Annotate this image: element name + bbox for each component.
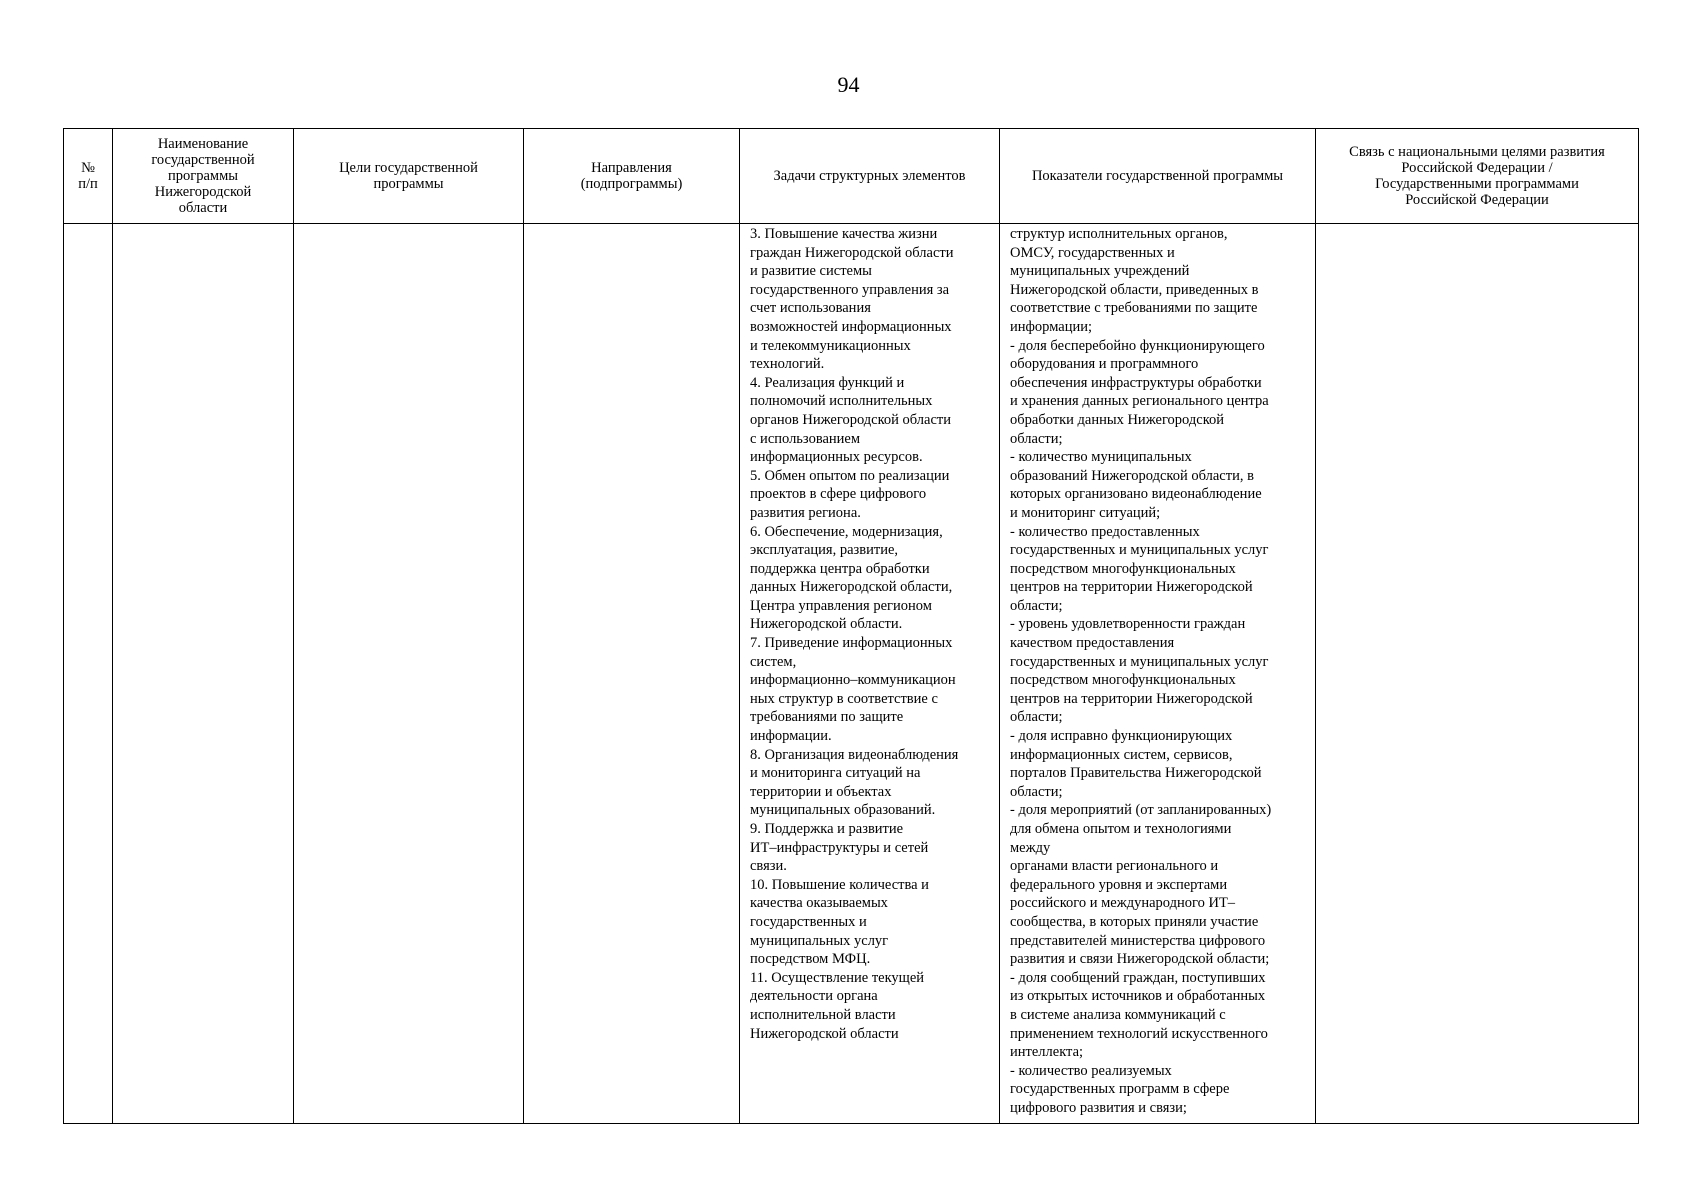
text-line: с использованием	[750, 430, 861, 447]
text-line: между	[1010, 839, 1051, 856]
text-line: 4. Реализация функций и	[750, 374, 905, 391]
text-line: 8. Организация видеонаблюдения	[750, 746, 959, 763]
text-line: порталов Правительства Нижегородской	[1010, 765, 1262, 782]
text-line: ИТ–инфраструктуры и сетей	[750, 839, 929, 856]
text-line: программы	[168, 168, 238, 184]
text-line: 5. Обмен опытом по реализации	[750, 467, 950, 484]
text-line: муниципальных образований.	[750, 802, 936, 819]
text-line: программы	[373, 176, 444, 192]
text-line: и хранения данных регионального центра	[1010, 393, 1269, 410]
text-line: 7. Приведение информационных	[750, 635, 953, 652]
header-national-goals	[1316, 129, 1639, 224]
text-line: Нижегородской области	[750, 1025, 899, 1042]
text-line: оборудования и программного	[1010, 356, 1199, 373]
text-line: систем,	[750, 653, 797, 670]
text-line: развития и связи Нижегородской области;	[1010, 951, 1270, 968]
text-line: данных Нижегородской области,	[750, 579, 953, 596]
text-line: государственных программ в сфере	[1010, 1081, 1230, 1098]
text-line: 10. Повышение количества и	[750, 876, 929, 893]
text-line: центров на территории Нижегородской	[1010, 690, 1253, 707]
text-line: и развитие системы	[750, 263, 872, 280]
text-line: 9. Поддержка и развитие	[750, 821, 904, 837]
text-line: территории и объектах	[750, 783, 892, 800]
cell-num	[64, 224, 113, 1124]
text-line: государственных и муниципальных услуг	[1010, 653, 1269, 670]
text-line: проектов в сфере цифрового	[750, 486, 927, 503]
text-line: российского и международного ИТ–	[1010, 895, 1236, 912]
text-line: применением технологий искусственного	[1010, 1025, 1268, 1042]
text-line: посредством МФЦ.	[750, 951, 871, 968]
text-line: образований Нижегородской области, в	[1010, 467, 1254, 484]
text-line: Нижегородской области, приведенных в	[1010, 281, 1259, 298]
text-line: области	[178, 200, 228, 216]
text-line: и мониторинг ситуаций;	[1010, 504, 1161, 521]
text-line: Цели государственной	[339, 160, 478, 176]
text-line: области;	[1010, 709, 1063, 726]
header-program-name	[113, 129, 294, 224]
cell-program-name	[113, 224, 294, 1124]
text-line: качеством предоставления	[1010, 635, 1175, 652]
cell-indicators	[1000, 224, 1316, 1124]
text-line: - количество муниципальных	[1010, 449, 1192, 466]
text-line: области;	[1010, 430, 1063, 447]
text-line: Нижегородской	[154, 184, 252, 200]
text-line: п/п	[78, 176, 98, 192]
text-line: Показатели государственной программы	[1031, 168, 1284, 184]
text-line: - доля исправно функционирующих	[1010, 728, 1233, 745]
header-goals	[294, 129, 524, 224]
text-line: Российской Федерации /	[1401, 160, 1553, 176]
text-line: Государственными программами	[1375, 176, 1579, 192]
text-line: развития региона.	[750, 504, 861, 521]
text-line: 11. Осуществление текущей	[750, 969, 925, 986]
text-line: посредством многофункциональных	[1010, 672, 1236, 689]
text-line: которых организовано видеонаблюдение	[1010, 486, 1262, 503]
header-num	[64, 129, 113, 224]
text-line: деятельности органа	[750, 988, 878, 1005]
cell-national-goals	[1316, 224, 1639, 1124]
text-line: качества оказываемых	[750, 895, 888, 912]
text-line: муниципальных учреждений	[1010, 263, 1190, 280]
text-line: области;	[1010, 783, 1063, 800]
text-line: ОМСУ, государственных и	[1010, 244, 1175, 261]
text-line: требованиями по защите	[750, 709, 904, 726]
text-line: исполнительной власти	[750, 1006, 896, 1023]
header-indicators	[1000, 129, 1316, 224]
text-line: государственных и	[750, 913, 867, 930]
text-line: граждан Нижегородской области	[750, 244, 954, 261]
text-line: и телекоммуникационных	[750, 337, 911, 354]
text-line: интеллекта;	[1010, 1044, 1084, 1061]
text-line: поддержка центра обработки	[750, 560, 930, 577]
text-line: Связь с национальными целями развития	[1349, 144, 1605, 160]
text-line: возможностей информационных	[750, 318, 952, 335]
text-line: - доля бесперебойно функционирующего	[1010, 337, 1265, 354]
text-line: связи.	[750, 858, 787, 875]
text-line: технологий.	[750, 356, 825, 373]
text-line: государственной	[151, 152, 255, 168]
text-line: области;	[1010, 597, 1063, 614]
text-line: - доля мероприятий (от запланированных)	[1010, 802, 1272, 819]
text-line: в системе анализа коммуникаций с	[1010, 1006, 1226, 1023]
text-line: Российской Федерации	[1405, 192, 1549, 208]
text-line: из открытых источников и обработанных	[1010, 988, 1266, 1005]
text-line: сообщества, в которых приняли участие	[1010, 913, 1259, 930]
text-line: - доля сообщений граждан, поступивших	[1010, 969, 1266, 986]
text-line: обеспечения инфраструктуры обработки	[1010, 374, 1262, 391]
text-line: информационных систем, сервисов,	[1010, 746, 1233, 763]
text-line: государственных и муниципальных услуг	[1010, 542, 1269, 559]
text-line: 3. Повышение качества жизни	[750, 226, 938, 242]
text-line: информационных ресурсов.	[750, 449, 923, 466]
text-line: информации.	[750, 728, 832, 745]
table-header-row	[64, 129, 1639, 224]
text-line: Направления	[591, 160, 672, 176]
text-line: федерального уровня и экспертами	[1010, 876, 1228, 893]
page-number: 94	[837, 72, 860, 97]
text-line: структур исполнительных органов,	[1010, 226, 1228, 242]
text-line: эксплуатация, развитие,	[750, 542, 899, 559]
text-line: и мониторинга ситуаций на	[750, 765, 921, 782]
text-line: органов Нижегородской области	[750, 411, 952, 428]
text-line: Центра управления регионом	[750, 597, 932, 614]
text-line: информационно–коммуникацион	[750, 672, 956, 689]
cell-directions	[524, 224, 740, 1124]
text-line: для обмена опытом и технологиями	[1010, 821, 1232, 837]
table-row	[64, 224, 1639, 1124]
text-line: ных структур в соответствие с	[750, 690, 938, 707]
text-line: №	[81, 160, 95, 176]
text-line: органами власти регионального и	[1010, 858, 1219, 875]
text-line: - количество реализуемых	[1010, 1062, 1172, 1079]
text-line: Нижегородской области.	[750, 616, 903, 633]
text-line: цифрового развития и связи;	[1010, 1099, 1187, 1116]
text-line: полномочий исполнительных	[750, 393, 933, 410]
text-line: государственного управления за	[750, 281, 950, 298]
text-line: соответствие с требованиями по защите	[1010, 300, 1258, 317]
cell-tasks	[740, 224, 1000, 1124]
text-line: информации;	[1010, 318, 1093, 335]
text-line: Наименование	[157, 136, 249, 152]
text-line: (подпрограммы)	[580, 176, 683, 192]
cell-goals	[294, 224, 524, 1124]
header-tasks	[740, 129, 1000, 224]
text-line: центров на территории Нижегородской	[1010, 579, 1253, 596]
program-table	[63, 128, 1639, 1124]
text-line: - уровень удовлетворенности граждан	[1010, 616, 1246, 633]
text-line: посредством многофункциональных	[1010, 560, 1236, 577]
text-line: - количество предоставленных	[1010, 523, 1200, 540]
text-line: представителей министерства цифрового	[1010, 932, 1266, 949]
text-line: 6. Обеспечение, модернизация,	[750, 523, 943, 540]
text-line: Задачи структурных элементов	[773, 168, 966, 184]
text-line: муниципальных услуг	[750, 932, 889, 949]
text-line: счет использования	[750, 300, 871, 317]
text-line: обработки данных Нижегородской	[1010, 411, 1225, 428]
header-directions	[524, 129, 740, 224]
